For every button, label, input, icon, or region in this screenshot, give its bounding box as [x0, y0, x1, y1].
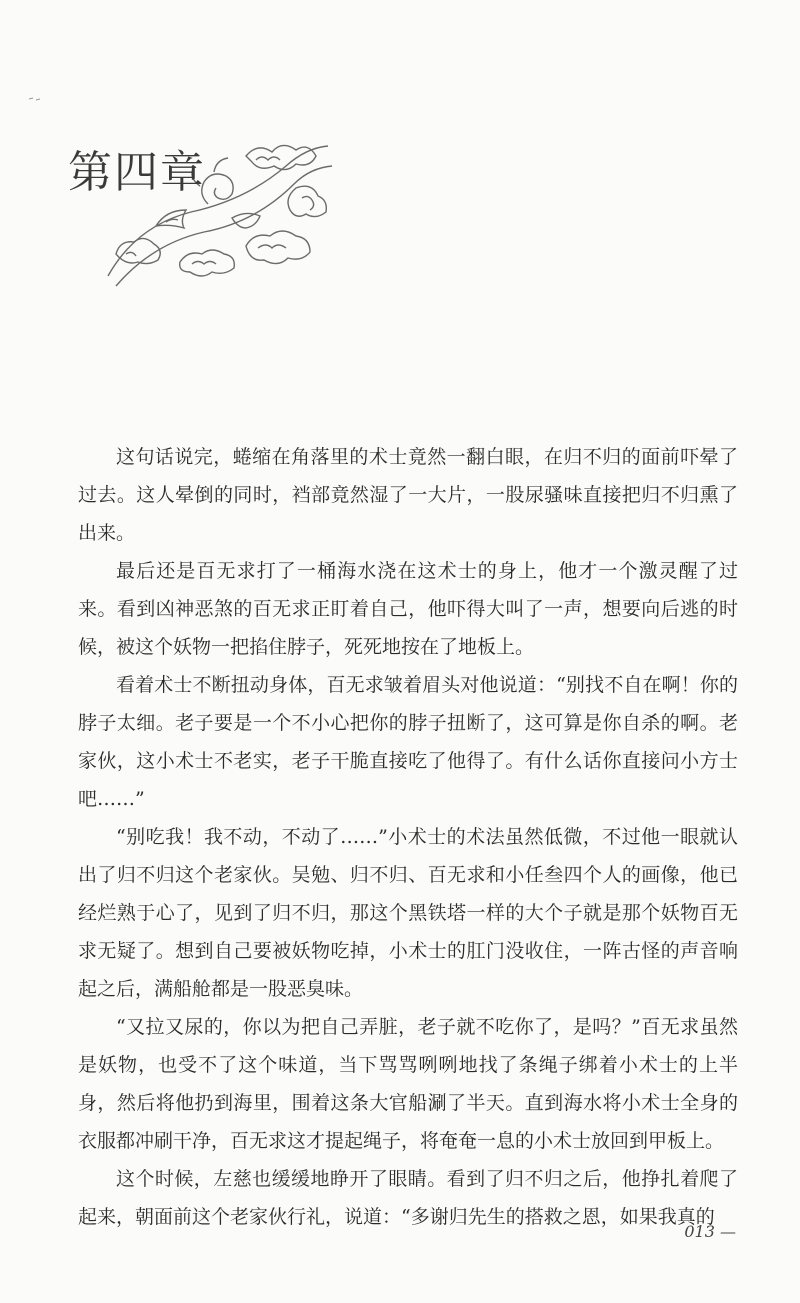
paragraph: 看着术士不断扭动身体，百无求皱着眉头对他说道：“别找不自在啊！你的脖子太细。老子要是一个不小心把你的脖子扭断了，这可算是你自杀的啊。老家伙，这小术士不老实，老子干脆直接吃了他得了。有什么话你直接问小方士吧……” — [78, 674, 738, 810]
body-text — [78, 438, 738, 1236]
page-number: 013 — — [684, 1222, 736, 1241]
chapter-title: 第四章 — [68, 147, 206, 198]
paragraph: 这个时候，左慈也缓缓地睁开了眼睛。看到了归不归之后，他挣扎着爬了起来，朝面前这个老家伙行礼，说道：“多谢归先生的搭救之恩，如果我真的 — [78, 1168, 738, 1228]
scan-speck — [28, 96, 46, 102]
paragraph: “别吃我！我不动，不动了……”小术士的术法虽然低微，不过他一眼就认出了归不归这个老家伙。吴勉、归不归、百无求和小任叁四个人的画像，他已经烂熟于心了，见到了归不归，那这个黑铁塔一样的大个子就是那个妖物百无求无疑了。想到自己要被妖物吃掉，小术士的肛门没收住，一阵古怪的声音响起之后，满船舱都是一股恶臭味。 — [78, 826, 738, 1000]
paragraph: 最后还是百无求打了一桶海水浇在这术士的身上，他才一个激灵醒了过来。看到凶神恶煞的百无求正盯着自己，他吓得大叫了一声，想要向后逃的时候，被这个妖物一把掐住脖子，死死地按在了地板上。 — [78, 560, 738, 658]
paragraph: 这句话说完，蜷缩在角落里的术士竟然一翻白眼，在归不归的面前吓晕了过去。这人晕倒的同时，裆部竟然湿了一大片，一股尿骚味直接把归不归熏了出来。 — [78, 446, 738, 544]
paragraph: “又拉又尿的，你以为把自己弄脏，老子就不吃你了，是吗？”百无求虽然是妖物，也受不了这个味道，当下骂骂咧咧地找了条绳子绑着小术士的上半身，然后将他扔到海里，围着这条大官船涮了半天。直到海水将小术士全身的衣服都冲刷干净，百无求这才提起绳子，将奄奄一息的小术士放回到甲板上。 — [78, 1016, 738, 1152]
